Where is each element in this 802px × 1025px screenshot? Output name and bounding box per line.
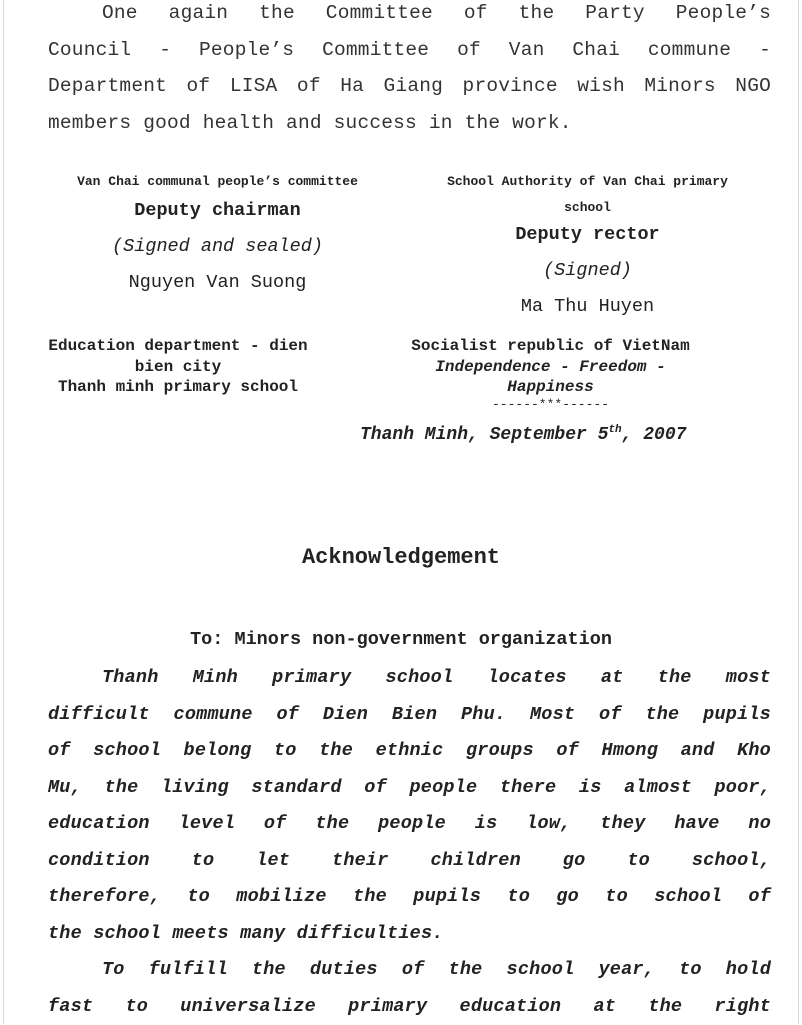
intro-line: members good health and success in the work.: [48, 105, 771, 142]
header-divider: ------***------: [378, 398, 723, 412]
body-line: education level of the people is low, they have no: [48, 806, 771, 843]
signature-org-cont: school: [405, 198, 770, 218]
signature-name: Ma Thu Huyen: [405, 295, 770, 319]
body-line: therefore, to mobilize the pupils to go to school of: [48, 879, 771, 916]
nation-motto: Independence - Freedom -: [378, 357, 723, 378]
department-line: Education department - dien: [22, 336, 334, 357]
page-border-left: [3, 0, 4, 1024]
signature-title: Deputy chairman: [45, 199, 390, 223]
body-line: condition to let their children go to school,: [48, 843, 771, 880]
recipient-line: To: Minors non-government organization: [0, 629, 802, 650]
signature-note: (Signed): [405, 259, 770, 283]
signature-block-left: [45, 172, 390, 295]
body-line: fast to universalize primary education at the right: [48, 989, 771, 1025]
national-header: [378, 336, 723, 412]
school-name: Thanh minh primary school: [22, 377, 334, 398]
signature-note: (Signed and sealed): [45, 235, 390, 259]
signature-block-right: [405, 172, 770, 319]
body-line: To fulfill the duties of the school year, to hold: [48, 952, 771, 989]
department-header: [22, 336, 334, 398]
date-prefix: Thanh Minh, September 5: [360, 425, 608, 445]
signature-title: Deputy rector: [405, 223, 770, 247]
body-line: difficult commune of Dien Bien Phu. Most of the pupils: [48, 697, 771, 734]
body-line: Thanh Minh primary school locates at the most: [48, 660, 771, 697]
signature-org: Van Chai communal people’s committee: [45, 172, 390, 192]
document-title: Acknowledgement: [0, 545, 802, 570]
intro-line: One again the Committee of the Party People’s: [48, 0, 771, 32]
date-year: , 2007: [622, 425, 687, 445]
body-line: Mu, the living standard of people there is almost poor,: [48, 770, 771, 807]
date-line: [360, 424, 686, 445]
page-border-right: [798, 0, 799, 1024]
signature-name: Nguyen Van Suong: [45, 271, 390, 295]
intro-line: Council - People’s Committee of Van Chai commune -: [48, 32, 771, 69]
intro-paragraph: [48, 0, 771, 141]
nation-motto-cont: Happiness: [378, 377, 723, 398]
intro-line: Department of LISA of Ha Giang province wish Minors NGO: [48, 68, 771, 105]
body-line: of school belong to the ethnic groups of Hmong and Kho: [48, 733, 771, 770]
department-line: bien city: [22, 357, 334, 378]
body-paragraph: [48, 660, 771, 1025]
signature-org: School Authority of Van Chai primary: [405, 172, 770, 192]
nation-name: Socialist republic of VietNam: [378, 336, 723, 357]
date-suffix-sup: th: [608, 424, 621, 436]
body-line: the school meets many difficulties.: [48, 916, 771, 953]
